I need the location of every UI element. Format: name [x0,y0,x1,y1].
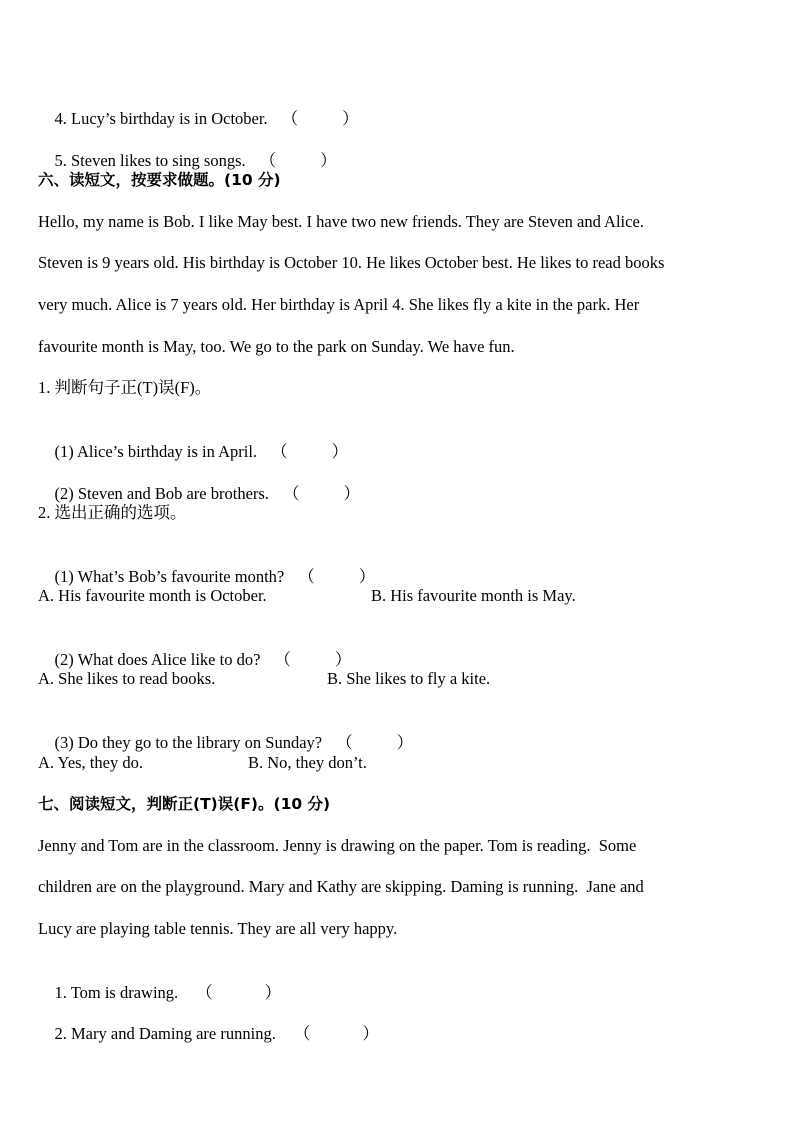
section-7-heading: 七、阅读短文，判断正(T)误(F)。(10 分) [38,795,331,813]
part-2-instruction: 2. 选出正确的选项。 [38,503,187,522]
passage-line: children are on the playground. Mary and Kathy are skipping. Daming is running. Jane and [38,877,644,896]
answer-blank[interactable] [294,1023,379,1045]
answer-blank[interactable] [298,566,375,588]
paren-close: ） [264,983,282,1002]
answer-blank[interactable] [271,441,348,463]
passage-line: very much. Alice is 7 years old. Her birthday is April 4. She likes fly a kite in the park. Her [38,295,640,314]
paren-open: （ [281,109,299,128]
paren-close: ） [342,109,359,128]
part-1-instruction: 1. 判断句子正(T)误(F)。 [38,378,212,397]
question-text: 4. Lucy’s birthday is in October. [54,109,268,128]
paren-close: ） [362,1024,379,1043]
paren-open: （ [271,442,288,461]
paren-close: ） [334,650,352,669]
option-b: B. His favourite month is May. [371,586,576,605]
paren-close: ） [331,442,349,461]
section-6-heading: 六、读短文，按要求做题。(10 分) [38,171,281,189]
option-b: B. She likes to fly a kite. [327,669,491,688]
question-text: 5. Steven likes to sing songs. [54,151,246,170]
paren-close: ） [396,733,414,752]
question-text: (2) What does Alice like to do? [54,650,261,669]
question-7-2 [38,1001,379,1067]
passage-line: Jenny and Tom are in the classroom. Jenny is drawing on the paper. Tom is reading. Some [38,836,637,855]
question-text: 1. Tom is drawing. [54,983,179,1002]
option-a: A. Yes, they do. [38,753,143,772]
option-a: A. She likes to read books. [38,669,216,688]
paren-open: （ [293,1024,311,1043]
paren-open: （ [274,650,291,669]
question-text: (1) What’s Bob’s favourite month? [54,567,285,586]
paren-open: （ [259,151,277,170]
passage-line: Steven is 9 years old. His birthday is October 10. He likes October best. He likes to read books [38,253,665,272]
paren-close: ） [358,567,376,586]
paren-open: （ [336,733,353,752]
answer-blank[interactable] [283,483,360,505]
paren-close: ） [320,151,337,170]
paren-close: ） [343,484,360,503]
answer-blank[interactable] [336,732,413,754]
passage-line: favourite month is May, too. We go to the park on Sunday. We have fun. [38,337,515,356]
option-b: B. No, they don’t. [248,753,367,772]
paren-open: （ [282,484,300,503]
question-text: (1) Alice’s birthday is in April. [54,442,258,461]
question-text: (3) Do they go to the library on Sunday? [54,733,323,752]
paren-open: （ [196,983,213,1002]
passage-line: Lucy are playing table tennis. They are all very happy. [38,919,398,938]
passage-line: Hello, my name is Bob. I like May best. I have two new friends. They are Steven and Alice. [38,212,644,231]
question-text: (2) Steven and Bob are brothers. [54,484,269,503]
question-text: 2. Mary and Daming are running. [54,1024,276,1043]
paren-open: （ [298,567,315,586]
option-a: A. His favourite month is October. [38,586,267,605]
answer-blank[interactable] [282,108,359,130]
